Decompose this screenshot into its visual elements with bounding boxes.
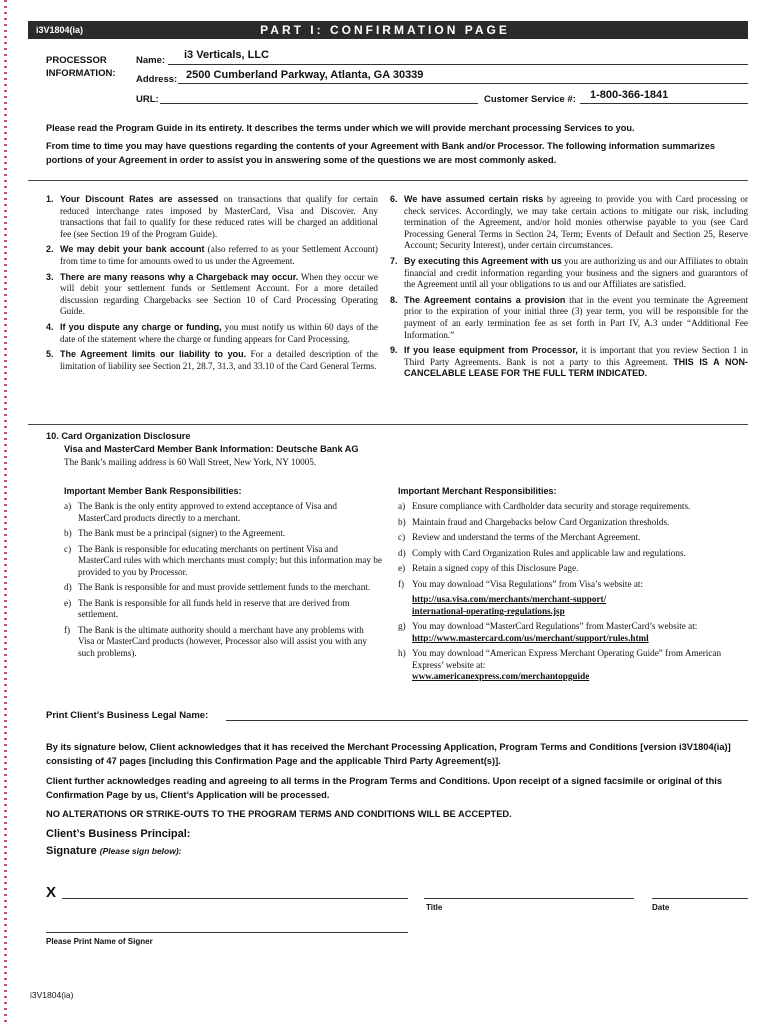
print-name-line[interactable] xyxy=(46,932,408,933)
url-field-line[interactable] xyxy=(160,103,478,104)
name-field-line[interactable] xyxy=(168,64,748,65)
address-field-line[interactable] xyxy=(178,83,748,84)
signature-x-mark: X xyxy=(46,884,57,901)
list-item: h) You may download “American Express Merchant Operating Guide” from American Express’ website at: www.americanexpress.com/merchantopguide xyxy=(398,648,750,683)
legal-name-input[interactable] xyxy=(226,720,748,721)
signature-heading: Signature (Please sign below): xyxy=(46,845,182,857)
list-item: c) The Bank is responsible for educating merchants on pertinent Visa and MasterCard rules with which merchants must comply; but this information may be provided to you by Processor. xyxy=(64,543,382,577)
list-item: a) The Bank is the only entity approved to extend acceptance of Visa and MasterCard products directly to a merchant. xyxy=(64,501,337,523)
bank-mailing-address: The Bank’s mailing address is 60 Wall Street, New York, NY 10005. xyxy=(64,457,317,467)
name-value[interactable]: i3 Verticals, LLC xyxy=(184,49,269,61)
list-item: e) Retain a signed copy of this Disclosure Page. xyxy=(398,563,579,573)
list-item: 2. We may debit your bank account (also referred to as your Settlement Account) from time to time for amounts owed to us under the Agreement. xyxy=(46,244,378,266)
signature-hint: (Please sign below): xyxy=(99,846,182,856)
business-principal-heading: Client’s Business Principal: xyxy=(46,828,191,840)
divider xyxy=(28,180,748,181)
mastercard-rules-link[interactable]: http://www.mastercard.com/us/merchant/support/rules.html xyxy=(412,632,649,643)
list-item: 6. We have assumed certain risks by agreeing to provide you with Card processing or check services. Accordingly, we may take certain actions to mitigate our risk, including termination of the Agreement, and/or hold monies otherwise payable to you (see Card Processing General Terms in Section 24, Term; Events of Default and Section 25, Reserve Account; Security Interest), under certain circumstances. xyxy=(390,194,749,251)
visa-regulations-link-cont[interactable]: international-operating-regulations.jsp xyxy=(412,605,565,616)
card-organization-disclosure xyxy=(46,430,359,469)
list-item: 5. The Agreement limits our liability to you. For a detailed description of the limitation of liability see Section 21, 28.7, 31.3, and 33.10 of the Card General Terms. xyxy=(46,349,378,371)
no-alterations-notice: NO ALTERATIONS OR STRIKE-OUTS TO THE PROGRAM TERMS AND CONDITIONS WILL BE ACCEPTED. xyxy=(46,809,512,819)
list-item: g) You may download “MasterCard Regulations” from MasterCard’s website at: http://www.mastercard.com/us/merchant/support/rules.html xyxy=(398,621,750,644)
divider xyxy=(28,424,748,425)
right-items-column xyxy=(390,194,748,384)
list-item: f) The Bank is the ultimate authority should a merchant have any problems with Visa or MasterCard products (however, Processor also will assist you with any such problems). xyxy=(64,624,367,658)
customer-service-value[interactable]: 1-800-366-1841 xyxy=(590,89,669,101)
processor-section-label: PROCESSOR INFORMATION: xyxy=(46,55,116,79)
address-value[interactable]: 2500 Cumberland Parkway, Atlanta, GA 30339 xyxy=(186,69,424,81)
date-label: Date xyxy=(652,903,670,912)
acknowledgement-paragraph-2: Client further acknowledges reading and agreeing to all terms in the Program Terms and Conditions. Upon receipt of a signed facsimile or original of this Confirmation Page by us, Client’s Application will be processed. xyxy=(46,776,723,800)
bank-responsibilities-heading: Important Member Bank Responsibilities: xyxy=(64,486,242,496)
list-item: d) The Bank is responsible for and must provide settlement funds to the merchant. xyxy=(64,582,371,592)
list-item: b) The Bank must be a principal (signer) to the Agreement. xyxy=(64,528,286,538)
member-bank-info: Visa and MasterCard Member Bank Information: Deutsche Bank AG xyxy=(64,444,359,454)
list-item: d) Comply with Card Organization Rules and applicable law and regulations. xyxy=(398,547,686,558)
address-label: Address: xyxy=(136,74,178,85)
page-title: PART I: CONFIRMATION PAGE xyxy=(260,23,510,37)
merchant-responsibilities-list xyxy=(398,501,750,683)
visa-regulations-link[interactable]: http://usa.visa.com/merchants/merchant-support/ xyxy=(412,594,607,604)
customer-service-field-line[interactable] xyxy=(580,103,748,104)
name-label: Name: xyxy=(136,55,166,66)
print-name-label: Please Print Name of Signer xyxy=(46,937,153,946)
form-code-top: i3V1804(ia) xyxy=(36,25,84,35)
list-item: e) The Bank is responsible for all funds held in reserve that are derived from settlement. xyxy=(64,597,350,619)
title-line[interactable] xyxy=(424,898,634,899)
merchant-responsibilities-heading: Important Merchant Responsibilities: xyxy=(398,486,557,496)
list-item: 8. The Agreement contains a provision that in the event you terminate the Agreement prior to the expiration of your initial three (3) year term, you will be responsible for the payment of an early termination fee as set forth in Part IV, A.3 under “Additional Fee Information.” xyxy=(390,294,748,340)
list-item: 7. By executing this Agreement with us you are authorizing us and our Affiliates to obtain financial and credit information regarding your business and the signers and guarantors of the Agreement until all your obligations to us and our Affiliates are satisfied. xyxy=(390,255,749,290)
amex-guide-link[interactable]: www.americanexpress.com/merchantopguide xyxy=(412,671,590,681)
date-line[interactable] xyxy=(652,898,748,899)
customer-service-label: Customer Service #: xyxy=(484,94,576,105)
acknowledgement-paragraph-1: By its signature below, Client acknowledges that it has received the Merchant Processing Application, Program Terms and Conditions [version i3V1804(ia)] consisting of 47 pages [including this Confirmation Page and the applicable Third Party Agreement(s)]. xyxy=(46,742,731,766)
perforation-edge xyxy=(4,0,7,1024)
title-label: Title xyxy=(426,903,443,912)
signature-line[interactable] xyxy=(62,898,408,899)
list-item: f) You may download “Visa Regulations” from Visa’s website at: http://usa.visa.com/merchants/merchant-support/ international-operating-regulations.jsp xyxy=(398,579,750,618)
list-item: c) Review and understand the terms of the Merchant Agreement. xyxy=(398,532,641,542)
list-item: 9. If you lease equipment from Processor, it is important that you review Section 1 in Third Party Agreements. Bank is not a party to this Agreement. THIS IS A NON-CANCELABLE LEASE FOR THE FULL TERM INDICATED. xyxy=(390,345,748,379)
list-item: 1. Your Discount Rates are assessed on transactions that qualify for certain reduced interchange rates imposed by MasterCard, Visa and Discover. Any transactions that fail to qualify for these reduced rates will be charged an additional fee (see Section 19 of the Program Guide). xyxy=(46,194,378,239)
bank-responsibilities-list xyxy=(64,501,382,663)
url-label: URL: xyxy=(136,94,159,105)
intro-paragraph-1: Please read the Program Guide in its entirety. It describes the terms under which we will provide merchant processing Services to you. xyxy=(46,123,635,133)
list-item: a) Ensure compliance with Cardholder data security and storage requirements. xyxy=(398,501,691,511)
list-item: 4. If you dispute any charge or funding, you must notify us within 60 days of the date of the statement where the charge or funding appears for Card Processing. xyxy=(46,321,379,344)
form-code-bottom: i3V1804(ia) xyxy=(30,990,74,1000)
left-items-column xyxy=(46,194,378,376)
section-heading: 10. Card Organization Disclosure xyxy=(46,431,191,441)
intro-paragraph-2: From time to time you may have questions regarding the contents of your Agreement with Bank and/or Processor. The following information summarizes portions of your Agreement in order to assist you in answering some of the questions we are most commonly asked. xyxy=(46,141,715,165)
list-item: 3. There are many reasons why a Chargeback may occur. When they occur we will debit your settlement funds or Settlement Account. For a more detailed discussion regarding Chargebacks see Section 10 of Card Processing Operating Guide. xyxy=(46,271,378,317)
legal-name-label: Print Client’s Business Legal Name: xyxy=(46,710,209,721)
list-item: b) Maintain fraud and Chargebacks below Card Organization thresholds. xyxy=(398,516,670,527)
